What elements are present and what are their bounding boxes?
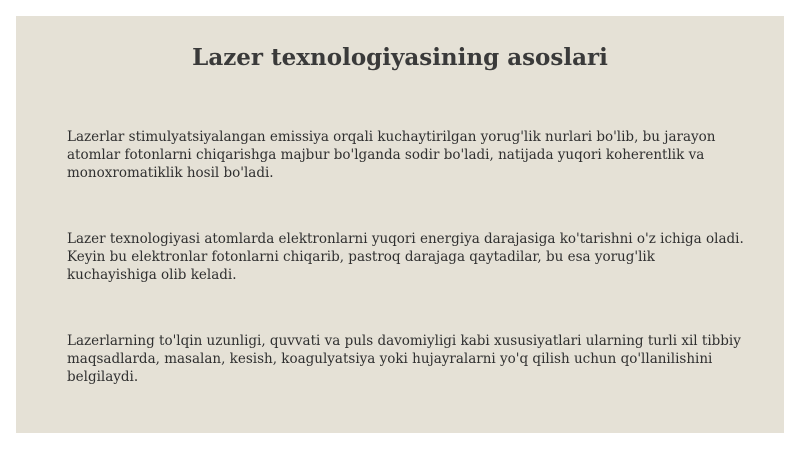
paragraph-2: Lazer texnologiyasi atomlarda elektronlarni yuqori energiya darajasiga ko'tarishni o'z ichiga oladi. Keyin bu elektronlar fotonlarni chiqarib, pastroq darajaga qaytadilar, bu esa yorug'lik kuchayishiga olib keladi. (67, 231, 744, 283)
slide-title: Lazer texnologiyasining asoslari (192, 44, 608, 71)
slide (16, 16, 784, 433)
paragraph-1: Lazerlar stimulyatsiyalangan emissiya orqali kuchaytirilgan yorug'lik nurlari bo'lib, bu jarayon atomlar fotonlarni chiqarishga majbur bo'lganda sodir bo'ladi, natijada yuqori koherentlik va monoxromatiklik hosil bo'ladi. (67, 129, 716, 181)
paragraph-3: Lazerlarning to'lqin uzunligi, quvvati va puls davomiyligi kabi xususiyatlari ularning turli xil tibbiy maqsadlarda, masalan, kesish, koagulyatsiya yoki hujayralarni yo'q qilish uchun qo'llanilishini belgilaydi. (67, 333, 741, 385)
